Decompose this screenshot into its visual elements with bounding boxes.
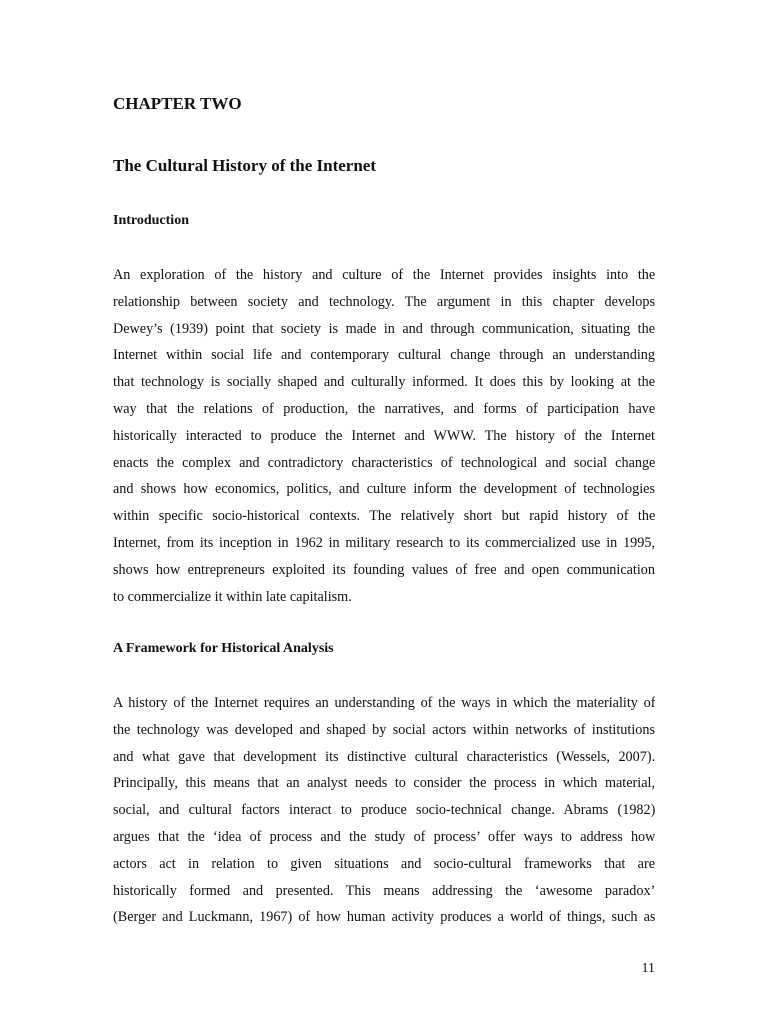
- section-heading-introduction: Introduction: [113, 213, 189, 228]
- paragraph-line: argues that the ‘idea of process and the study of process’ offer ways to address how: [113, 828, 655, 845]
- paragraph-line: and what gave that development its distinctive cultural characteristics (Wessels, 2007).: [113, 748, 655, 765]
- paragraph-line: Internet, from its inception in 1962 in military research to its commercialized use in 1995,: [113, 534, 655, 551]
- paragraph-line: way that the relations of production, the narratives, and forms of participation have: [113, 400, 655, 417]
- chapter-heading: CHAPTER TWO: [113, 94, 242, 113]
- paragraph-line: shows how entrepreneurs exploited its founding values of free and open communication: [113, 561, 655, 578]
- framework-paragraph: [113, 690, 655, 931]
- paragraph-line: Dewey’s (1939) point that society is made in and through communication, situating the: [113, 320, 655, 337]
- paragraph-line: social, and cultural factors interact to produce socio-technical change. Abrams (1982): [113, 802, 655, 819]
- chapter-title: The Cultural History of the Internet: [113, 156, 377, 175]
- paragraph-line: and shows how economics, politics, and culture inform the development of technologies: [113, 481, 655, 498]
- paragraph-line: actors act in relation to given situations and socio-cultural frameworks that are: [113, 855, 655, 872]
- paragraph-line: relationship between society and technology. The argument in this chapter develops: [113, 293, 655, 310]
- paragraph-line: enacts the complex and contradictory characteristics of technological and social change: [113, 454, 655, 471]
- paragraph-line: within specific socio-historical contexts. The relatively short but rapid history of the: [113, 508, 655, 525]
- section-heading-framework: A Framework for Historical Analysis: [113, 641, 334, 656]
- paragraph-line: historically formed and presented. This means addressing the ‘awesome paradox’: [113, 882, 655, 899]
- page-number: 11: [641, 961, 655, 976]
- paragraph-line: Principally, this means that an analyst needs to consider the process in which material,: [113, 775, 655, 792]
- paragraph-line: to commercialize it within late capitalism.: [113, 588, 352, 605]
- paragraph-line: historically interacted to produce the Internet and WWW. The history of the Internet: [113, 427, 655, 444]
- paragraph-line: that technology is socially shaped and culturally informed. It does this by looking at the: [113, 374, 655, 391]
- introduction-paragraph: [113, 262, 655, 610]
- paragraph-line: the technology was developed and shaped by social actors within networks of institutions: [113, 721, 655, 738]
- paragraph-line: A history of the Internet requires an understanding of the ways in which the materiality of: [113, 695, 655, 711]
- paragraph-line: Internet within social life and contemporary cultural change through an understanding: [113, 347, 655, 364]
- paragraph-line: (Berger and Luckmann, 1967) of how human activity produces a world of things, such as: [113, 909, 655, 926]
- paragraph-line: An exploration of the history and culture of the Internet provides insights into the: [113, 267, 655, 283]
